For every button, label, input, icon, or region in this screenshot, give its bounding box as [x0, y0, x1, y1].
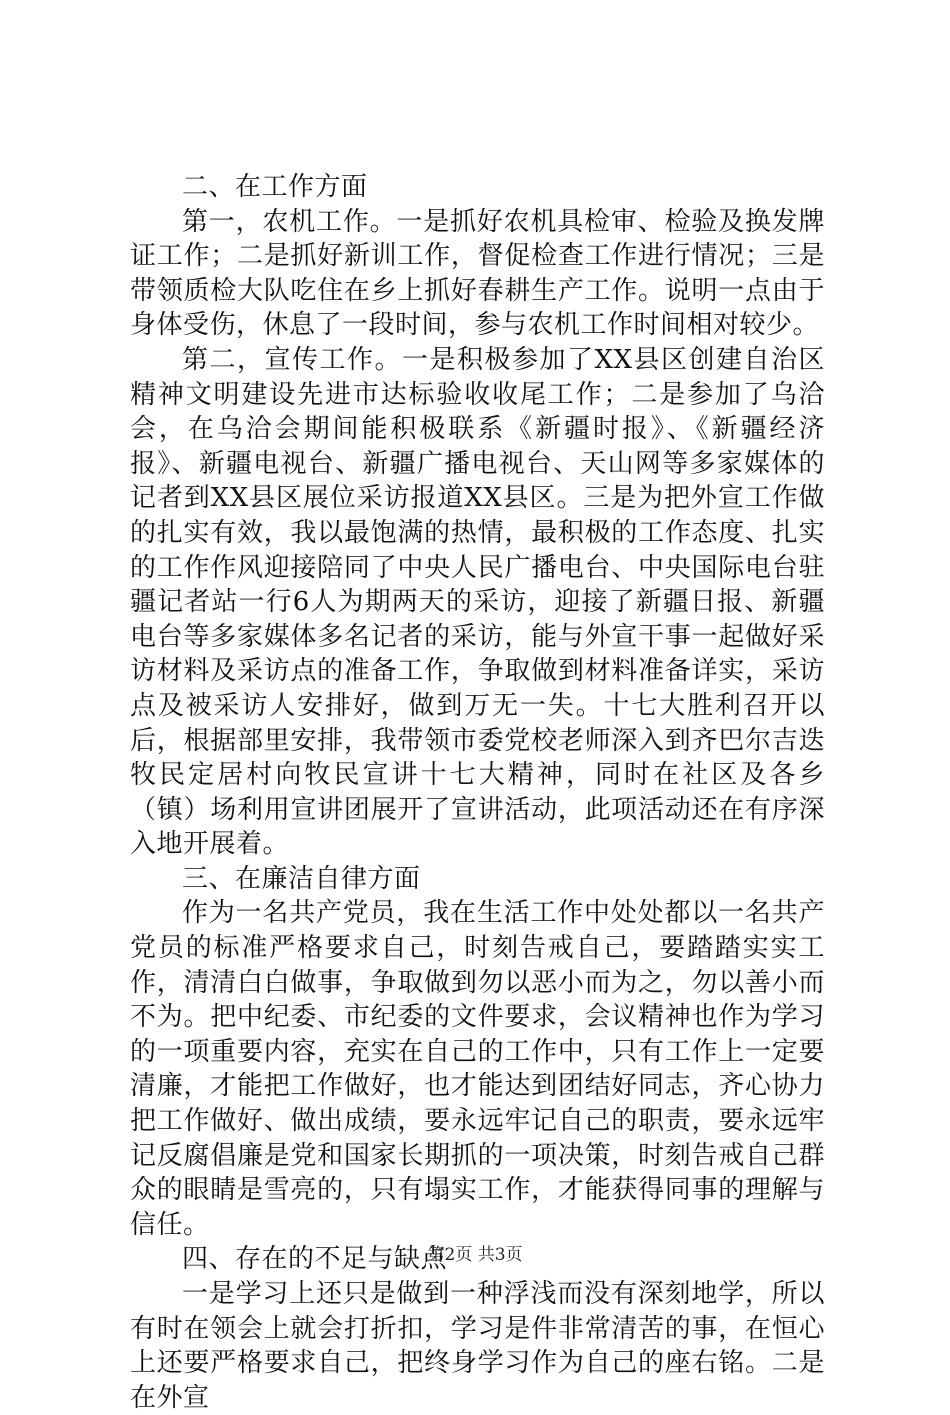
section-heading-shortcomings: 四、存在的不足与缺点: [182, 1244, 448, 1275]
document-body: [130, 170, 825, 1415]
section-heading-work: 二、在工作方面: [182, 172, 368, 202]
paragraph-shortcomings: 一是学习上还只是做到一种浮浅而没有深刻地学，所以有时在领会上就会打折扣，学习是件非常清苦的事，在恒心上还要严格要求自己，把终身学习作为自己的座右铭。二是在外宣: [130, 1279, 825, 1413]
page-number-footer: 第2页 共3页: [427, 1245, 523, 1265]
paragraph-integrity: 作为一名共产党员，我在生活工作中处处都以一名共产党员的标准严格要求自己，时刻告戒自己，要踏踏实实工作，清清白白做事，争取做到勿以恶小而为之，勿以善小而不为。把中纪委、市纪委的文件要求，会议精神也作为学习的一项重要内容，充实在自己的工作中，只有工作上一定要清廉，才能把工作做好，也才能达到团结好同志，齐心协力把工作做好、做出成绩，要永远牢记自己的职责，要永远牢记反腐倡廉是党和国家长期抓的一项决策，时刻告戒自己群众的眼睛是雪亮的，只有塌实工作，才能获得同事的理解与信任。: [130, 898, 825, 1240]
paragraph-farm-machinery: 第一，农机工作。一是抓好农机具检审、检验及换发牌证工作；二是抓好新训工作，督促检查工作进行情况；三是带领质检大队吃住在乡上抓好春耕生产工作。说明一点由于身体受伤，休息了一段时间，参与农机工作时间相对较少。: [130, 206, 825, 341]
section-heading-integrity: 三、在廉洁自律方面: [182, 863, 421, 894]
paragraph-publicity: 第二，宣传工作。一是积极参加了XX县区创建自治区精神文明建设先进市达标验收收尾工作；二是参加了乌洽会，在乌洽会期间能积极联系《新疆时报》、《新疆经济报》、新疆电视台、新疆广播电视台、天山网等多家媒体的记者到XX县区展位采访报道XX县区。三是为把外宣工作做的扎实有效，我以最饱满的热情，最积极的工作态度、扎实的工作作风迎接陪同了中央人民广播电台、中央国际电台驻疆记者站一行6人为期两天的采访，迎接了新疆日报、新疆电台等多家媒体多名记者的采访，能与外宣干事一起做好采访材料及采访点的准备工作，争取做到材料准备详实，采访点及被采访人安排好，做到万无一失。十七大胜利召开以后，根据部里安排，我带领市委党校老师深入到齐巴尔吉迭牧民定居村向牧民宣讲十七大精神，同时在社区及各乡（镇）场利用宣讲团展开了宣讲活动，此项活动还在有序深入地开展着。: [130, 344, 825, 860]
